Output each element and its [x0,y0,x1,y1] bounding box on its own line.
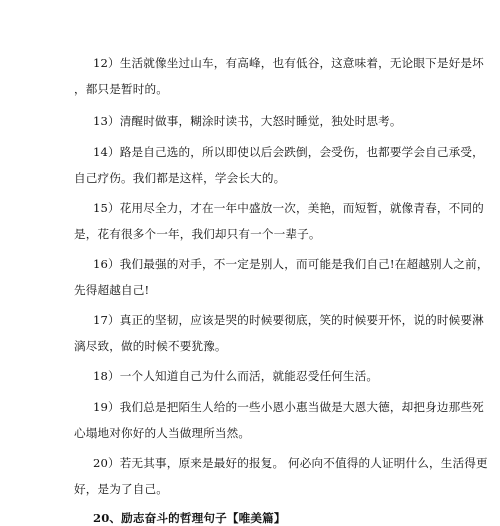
paragraph-12-line-2: ，都只是暂时的。 [74,82,168,96]
paragraph-20-line-2: 好，是为了自己。 [74,482,168,496]
paragraph-18-line-1: 18）一个人知道自己为什么而活，就能忍受任何生活。 [93,369,379,383]
paragraph-19-line-2: 心塌地对你好的人当做理所当然。 [74,426,251,440]
paragraph-17-line-2: 漓尽致，做的时候不要犹豫。 [74,339,227,353]
paragraph-16-line-1: 16）我们最强的对手，不一定是别人，而可能是我们自己!在超越别人之前， [93,257,489,271]
section-heading: 20、励志奋斗的哲理句子【唯美篇】 [93,511,286,525]
paragraph-14-line-1: 14）路是自己选的，所以即使以后会跌倒，会受伤，也都要学会自己承受， [93,145,484,159]
paragraph-15-line-1: 15）花用尽全力，才在一年中盛放一次，美艳，而短暂，就像青春，不同的 [93,201,484,215]
paragraph-19-line-1: 19）我们总是把陌生人给的一些小恩小惠当做是大恩大德，却把身边那些死 [93,400,484,414]
paragraph-12-line-1: 12）生活就像坐过山车，有高峰，也有低谷，这意味着，无论眼下是好是坏 [93,56,484,70]
paragraph-15-line-2: 是，花有很多个一年，我们却只有一个一辈子。 [74,227,321,241]
paragraph-17-line-1: 17）真正的坚韧，应该是哭的时候要彻底，笑的时候要开怀，说的时候要淋 [93,313,484,327]
paragraph-20-line-1: 20）若无其事，原来是最好的报复。 何必向不值得的人证明什么，生活得更 [93,456,488,470]
paragraph-14-line-2: 自己疗伤。我们都是这样，学会长大的。 [74,171,286,185]
paragraph-13-line-1: 13）清醒时做事，糊涂时读书，大怒时睡觉，独处时思考。 [93,114,402,128]
paragraph-16-line-2: 先得超越自己! [74,283,150,297]
